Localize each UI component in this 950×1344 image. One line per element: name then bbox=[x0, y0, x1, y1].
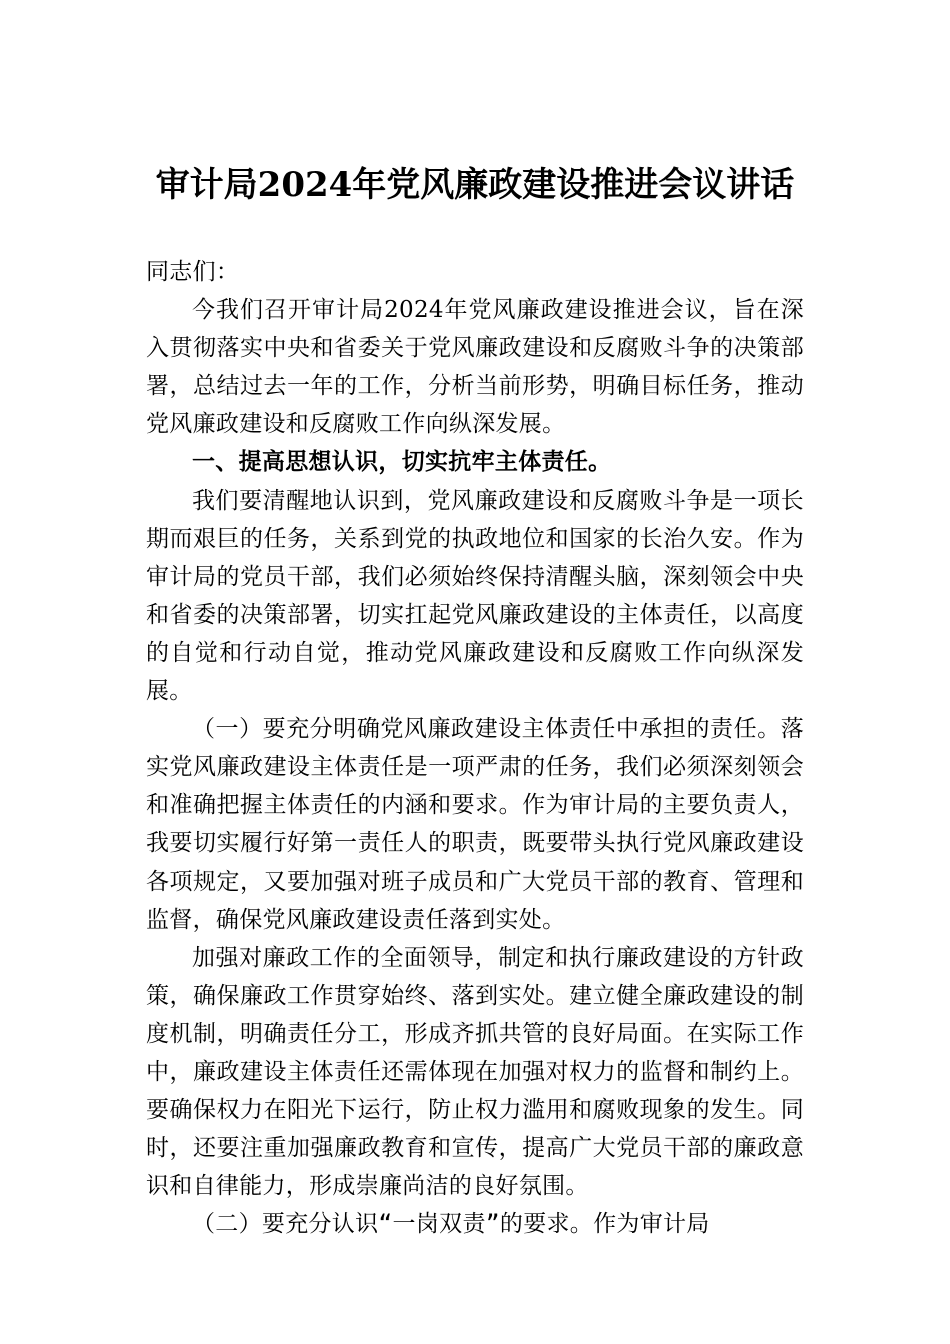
subsection-1-paragraph bbox=[146, 710, 804, 939]
section-heading-1: 一、提高思想认识，切实抗牢主体责任。 bbox=[192, 449, 612, 476]
subsection-2-body: 作为审计局 bbox=[593, 1211, 710, 1238]
section-1-paragraph-2: 加强对廉政工作的全面领导，制定和执行廉政建设的方针政策，确保廉政工作贯穿始终、落到实处。建立健全廉政建设的制度机制，明确责任分工，形成齐抓共管的良好局面。在实际工作中，廉政建设主体责任还需体现在加强对权力的监督和制约上。要确保权力在阳光下运行，防止权力滥用和腐败现象的发生。同时，还要注重加强廉政教育和宣传，提高广大党员干部的廉政意识和自律能力，形成崇廉尚洁的良好氛围。 bbox=[146, 944, 804, 1200]
subsection-1-body: 落实党风廉政建设主体责任是一项严肃的任务，我们必须深刻领会和准确把握主体责任的内涵和要求。作为审计局的主要负责人，我要切实履行好第一责任人的职责，既要带头执行党风廉政建设各项规定，又要加强对班子成员和广大党员干部的教育、管理和监督，确保党风廉政建设责任落到实处。 bbox=[146, 716, 804, 933]
section-1-paragraph-1: 我们要清醒地认识到，党风廉政建设和反腐败斗争是一项长期而艰巨的任务，关系到党的执政地位和国家的长治久安。作为审计局的党员干部，我们必须始终保持清醒头脑，深刻领会中央和省委的决策部署，切实扛起党风廉政建设的主体责任，以高度的自觉和行动自觉，推动党风廉政建设和反腐败工作向纵深发展。 bbox=[146, 487, 804, 705]
document-body bbox=[146, 253, 804, 1243]
intro-paragraph: 今我们召开审计局2024年党风廉政建设推进会议，旨在深入贯彻落实中央和省委关于党风廉政建设和反腐败斗争的决策部署，总结过去一年的工作，分析当前形势，明确目标任务，推动党风廉政建设和反腐败工作向纵深发展。 bbox=[146, 297, 804, 438]
subsection-heading-2: （二）要充分认识“一岗双责”的要求。 bbox=[192, 1211, 594, 1238]
subsection-heading-1: （一）要充分明确党风廉政建设主体责任中承担的责任。 bbox=[192, 716, 781, 743]
subsection-2-paragraph bbox=[146, 1205, 804, 1243]
salutation: 同志们： bbox=[146, 259, 240, 285]
document-title: 审计局2024年党风廉政建设推进会议讲话 bbox=[155, 165, 795, 205]
